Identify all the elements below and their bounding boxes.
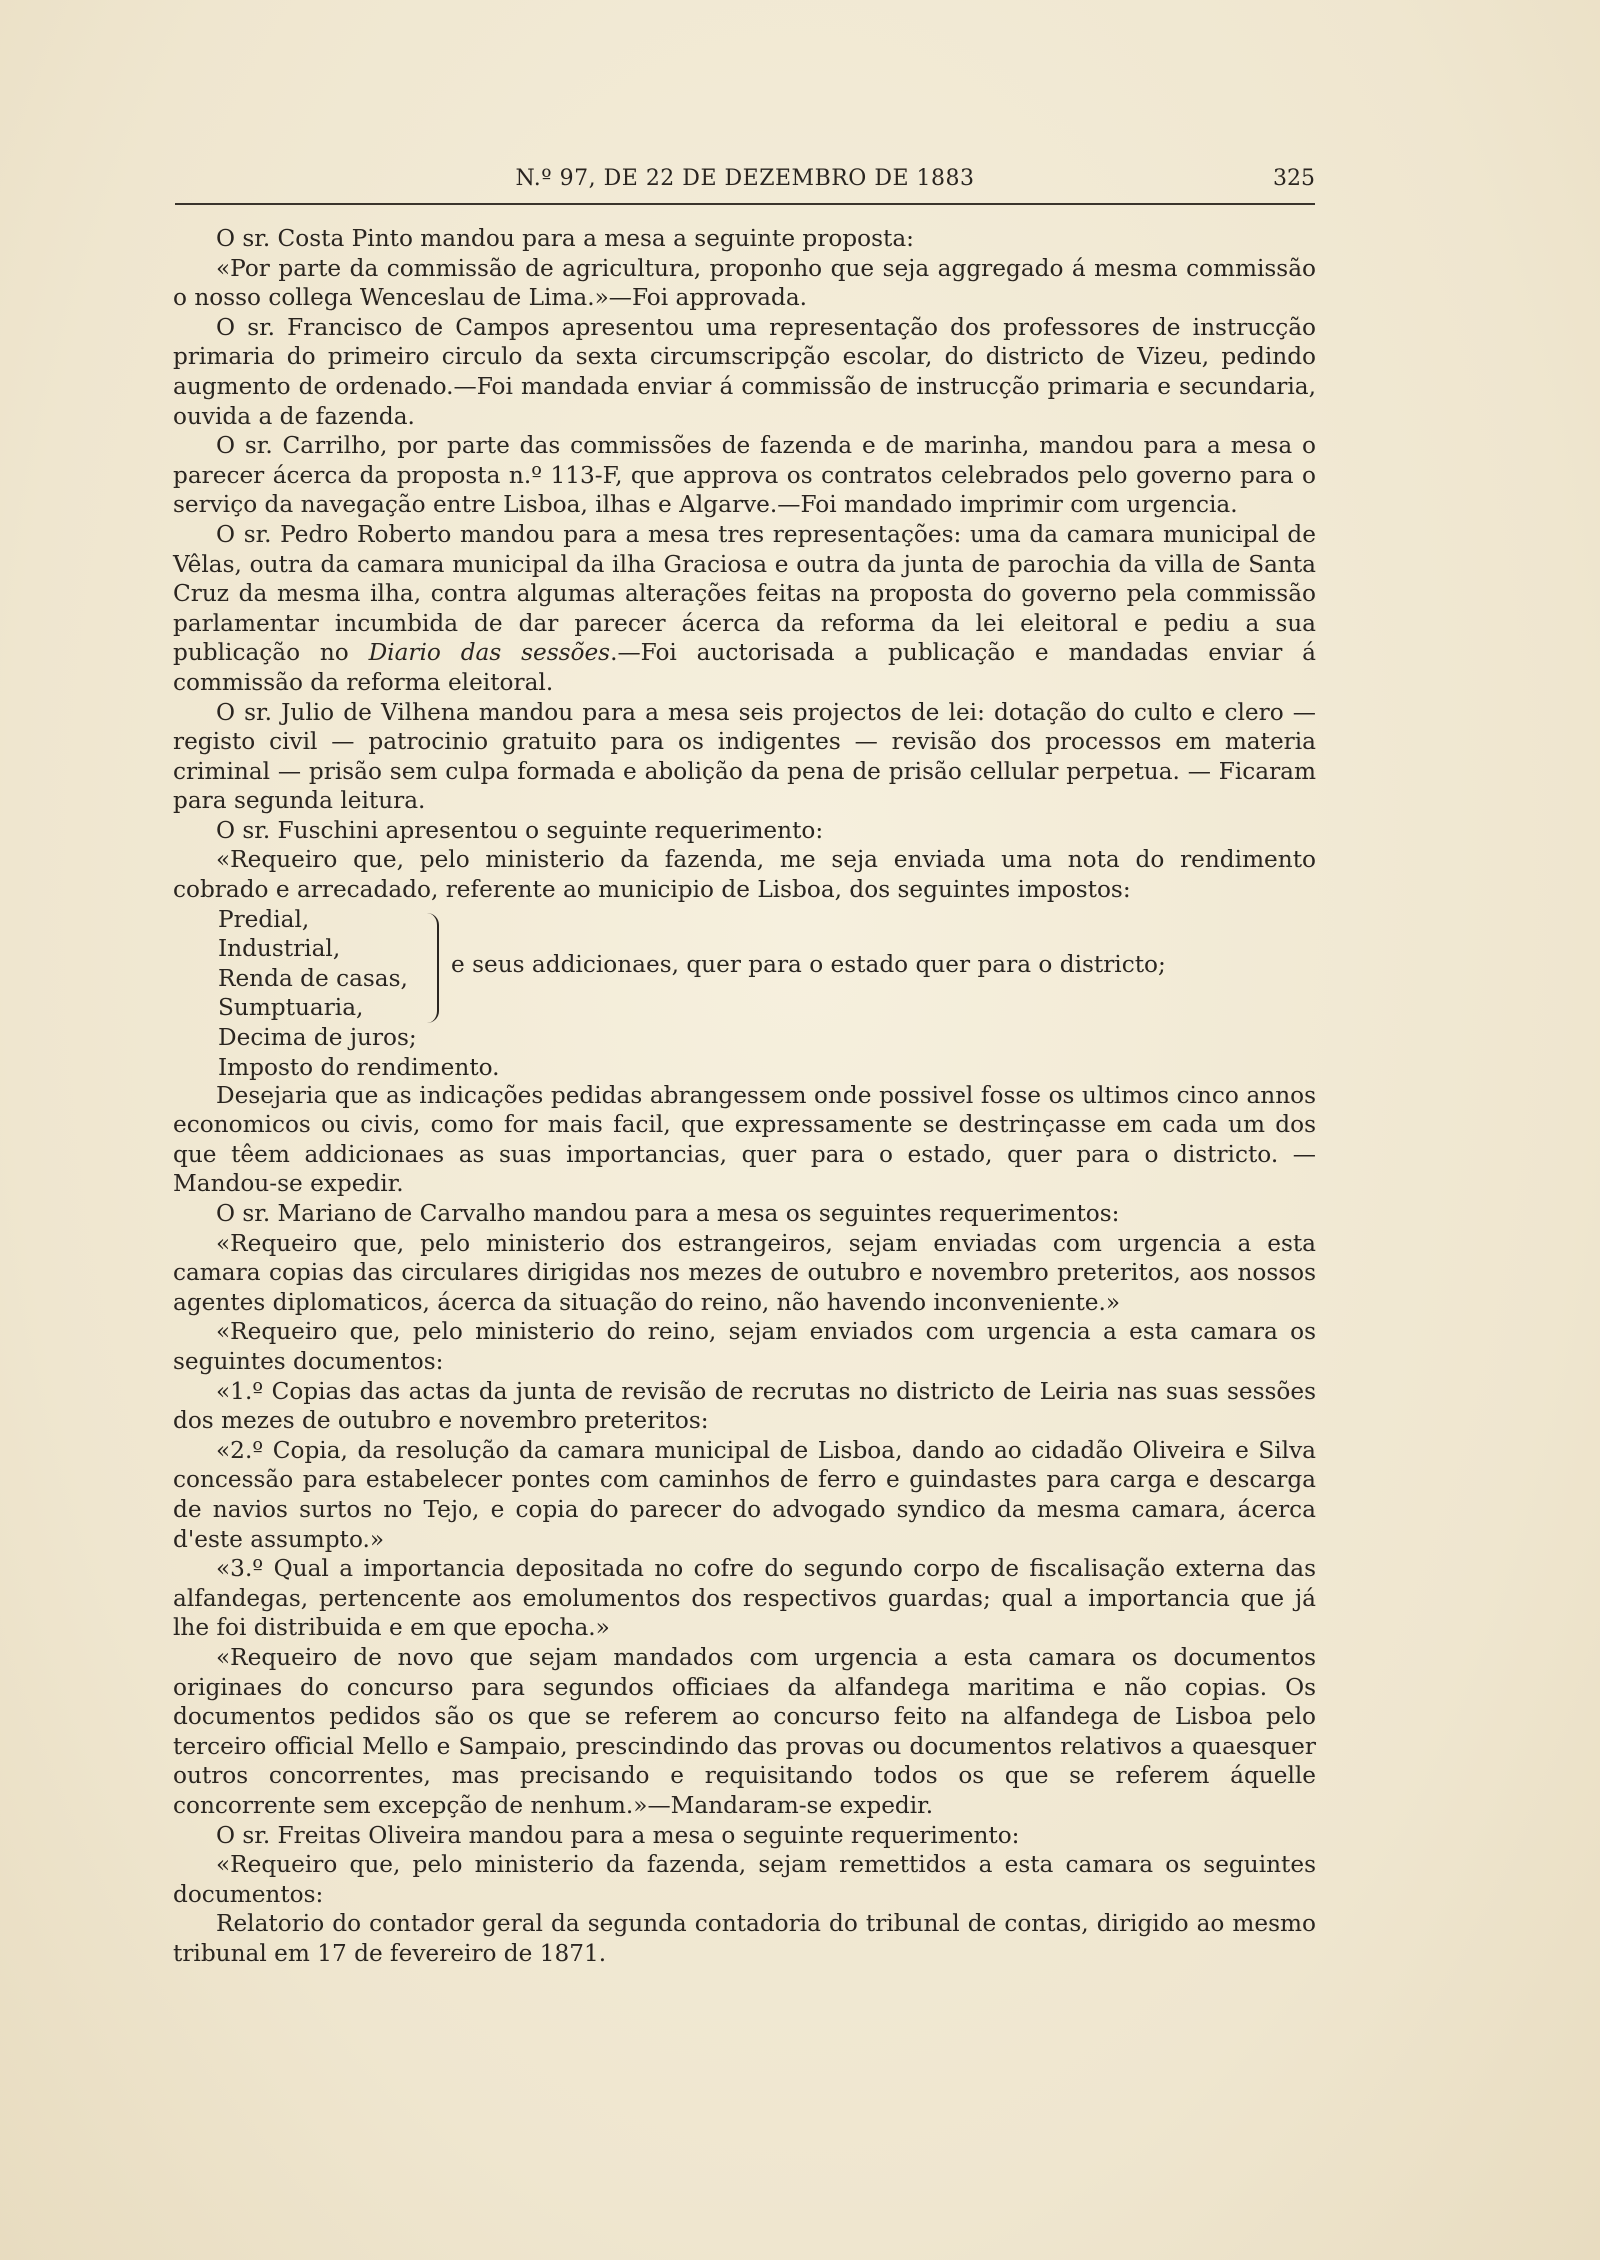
page-number: 325 bbox=[1273, 166, 1315, 191]
tax-item: Decima de juros; bbox=[218, 1024, 417, 1052]
tax-item: Sumptuaria, bbox=[218, 994, 364, 1022]
paragraph: O sr. Julio de Vilhena mandou para a mesa seis projectos de lei: dotação do culto e clero — registo civil — patrocinio gratuito para os indigentes — revisão dos processos em materia criminal — prisão sem culpa formada e abolição da pena de prisão cellular perpetua. — Ficaram para segunda leitura. bbox=[173, 698, 1316, 815]
paragraph: «Requeiro que, pelo ministerio da fazenda, sejam remettidos a esta camara os seguintes documentos: bbox=[173, 1851, 1316, 1908]
header-rule bbox=[175, 203, 1315, 205]
paragraph: O sr. Francisco de Campos apresentou uma representação dos professores de instrucção primaria do primeiro circulo da sexta circumscripção escolar, do districto de Vizeu, pedindo augmento de ordenado.—Foi mandada enviar á commissão de instrucção primaria e secundaria, ouvida a de fazenda. bbox=[173, 313, 1316, 430]
paragraph: O sr. Mariano de Carvalho mandou para a mesa os seguintes requerimentos: bbox=[216, 1200, 1120, 1228]
paragraph-text: .—Foi auctorisada a publicação e mandadas enviar á commissão da reforma eleitoral. bbox=[173, 639, 1316, 696]
paragraph bbox=[173, 520, 1316, 698]
tax-item: Imposto do rendimento. bbox=[218, 1053, 500, 1081]
paragraph: «3.º Qual a importancia depositada no cofre do segundo corpo de fiscalisação externa das alfandegas, pertencente aos emolumentos dos respectivos guardas; qual a importancia que já lhe foi distribuida e em que epocha.» bbox=[173, 1555, 1316, 1642]
document-body bbox=[173, 224, 1316, 1968]
paragraph: O sr. Fuschini apresentou o seguinte requerimento: bbox=[216, 816, 824, 844]
paragraph: Desejaria que as indicações pedidas abrangessem onde possivel fosse os ultimos cinco annos economicos ou civis, como for mais facil, que expressamente se destrinçasse em cada um dos que têem addicionaes as suas importancias, quer para o estado, quer para o districto. — Mandou-se expedir. bbox=[173, 1081, 1316, 1198]
tax-list bbox=[218, 905, 500, 1083]
page-header bbox=[175, 166, 1315, 206]
paragraph: «Requeiro que, pelo ministerio do reino, sejam enviados com urgencia a esta camara os seguintes documentos: bbox=[173, 1318, 1316, 1375]
paragraph-text: O sr. Pedro Roberto mandou para a mesa tres representações: uma da camara municipal de Vêlas, outra da camara municipal da ilha Graciosa e outra da junta de parochia da villa de Santa Cruz da mesma ilha, contra algumas alterações feitas na proposta do governo pela commissão parlamentar incumbida de dar parecer ácerca da reforma da lei eleitoral e pediu a sua publicação no bbox=[173, 520, 1316, 667]
paragraph: O sr. Freitas Oliveira mandou para a mesa o seguinte requerimento: bbox=[216, 1821, 1020, 1849]
paragraph: «Requeiro de novo que sejam mandados com urgencia a esta camara os documentos originaes do concurso para segundos officiaes da alfandega maritima e não copias. Os documentos pedidos são os que se referem ao concurso feito na alfandega de Lisboa pelo terceiro official Mello e Sampaio, prescindindo das provas ou documentos relativos a quaesquer outros concorrentes, mas precisando e requisitando todos os que se referem áquelle concorrente sem excepção de nenhum.»—Mandaram-se expedir. bbox=[173, 1643, 1316, 1819]
tax-list-block bbox=[173, 905, 1316, 1081]
brace-note: e seus addicionaes, quer para o estado quer para o districto; bbox=[451, 950, 1166, 978]
header-title: N.º 97, DE 22 DE DEZEMBRO DE 1883 bbox=[515, 166, 975, 191]
paragraph: «Por parte da commissão de agricultura, proponho que seja aggregado á mesma commissão o nosso collega Wenceslau de Lima.»—Foi approvada. bbox=[173, 254, 1316, 312]
paragraph: «2.º Copia, da resolução da camara municipal de Lisboa, dando ao cidadão Oliveira e Silva concessão para estabelecer pontes com caminhos de ferro e guindastes para carga e descarga de navios surtos no Tejo, e copia do parecer do advogado syndico da mesma camara, ácerca d'este assumpto.» bbox=[173, 1436, 1316, 1553]
paragraph: Relatorio do contador geral da segunda contadoria do tribunal de contas, dirigido ao mesmo tribunal em 17 de fevereiro de 1871. bbox=[173, 1910, 1316, 1967]
paragraph: «Requeiro que, pelo ministerio dos estrangeiros, sejam enviadas com urgencia a esta camara copias das circulares dirigidas nos mezes de outubro e novembro preteritos, aos nossos agentes diplomaticos, ácerca da situação do reino, não havendo inconveniente.» bbox=[173, 1229, 1316, 1316]
paragraph: O sr. Carrilho, por parte das commissões de fazenda e de marinha, mandou para a mesa o parecer ácerca da proposta n.º 113-F, que approva os contratos celebrados pelo governo para o serviço da navegação entre Lisboa, ilhas e Algarve.—Foi mandado imprimir com urgencia. bbox=[173, 432, 1316, 519]
tax-item: Industrial, bbox=[218, 935, 341, 963]
paragraph: «1.º Copias das actas da junta de revisão de recrutas no districto de Leiria nas suas sessões dos mezes de outubro e novembro preteritos: bbox=[173, 1377, 1316, 1435]
tax-item: Predial, bbox=[218, 905, 310, 933]
curly-brace bbox=[423, 913, 439, 1023]
paragraph: «Requeiro que, pelo ministerio da fazenda, me seja enviada uma nota do rendimento cobrado e arrecadado, referente ao municipio de Lisboa, dos seguintes impostos: bbox=[173, 846, 1316, 904]
paragraph: O sr. Costa Pinto mandou para a mesa a seguinte proposta: bbox=[216, 225, 914, 252]
publication-title: Diario das sessões bbox=[368, 639, 611, 667]
tax-item: Renda de casas, bbox=[218, 964, 408, 992]
